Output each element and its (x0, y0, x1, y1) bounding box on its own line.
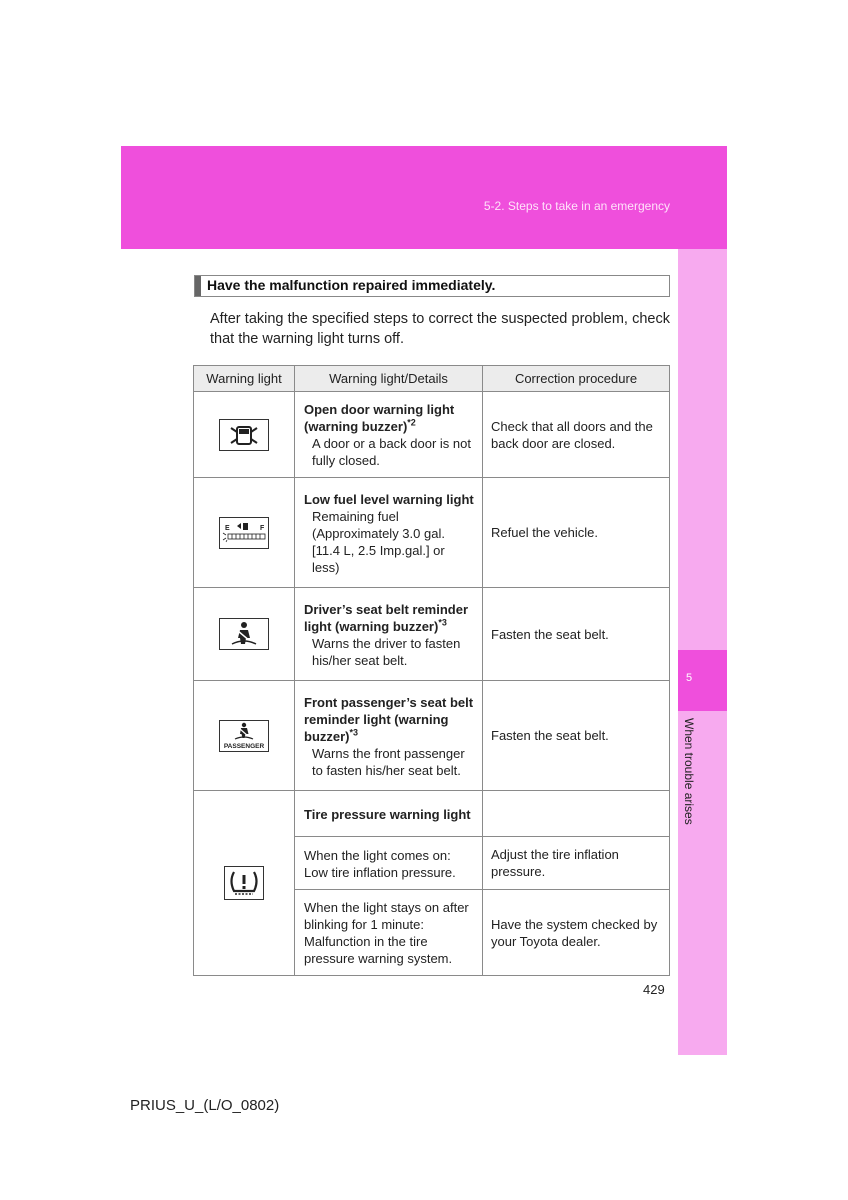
heading-bar (195, 276, 201, 296)
open-door-icon (219, 419, 269, 451)
warning-details: A door or a back door is not fully closed. (312, 436, 471, 468)
table-row (194, 681, 670, 791)
section-heading (194, 275, 670, 297)
page-number: 429 (643, 982, 665, 997)
chapter-tab[interactable] (678, 650, 727, 711)
footer-code: PRIUS_U_(L/O_0802) (130, 1097, 280, 1114)
seat-belt-icon (219, 618, 269, 650)
tire-condition: When the light comes on: Low tire inflation pressure. (295, 837, 483, 890)
header-band (121, 146, 727, 249)
correction-procedure: Have the system checked by your Toyota dealer. (483, 890, 670, 976)
tire-condition: When the light stays on after blinking for 1 minute: Malfunction in the tire pressure warning system. (295, 890, 483, 976)
column-header: Correction procedure (483, 366, 670, 392)
warning-details: Warns the driver to fasten his/her seat belt. (312, 635, 461, 668)
column-header: Warning light/Details (295, 366, 483, 392)
warning-details: Warns the front passenger to fasten his/her seat belt. (312, 745, 465, 778)
correction-procedure: Fasten the seat belt. (483, 681, 670, 791)
table-header-row (194, 366, 670, 392)
section-title: 5-2. Steps to take in an emergency (483, 199, 670, 213)
chapter-title: When trouble arises (682, 718, 696, 825)
warning-title: Tire pressure warning light (304, 806, 471, 822)
warning-title: Front passenger’s seat belt reminder light (warning buzzer)$^{*3}$ (304, 694, 474, 744)
correction-procedure: Refuel the vehicle. (483, 478, 670, 588)
table-row (194, 478, 670, 588)
warning-details: Remaining fuel (Approximately 3.0 gal. [11.4 L, 2.5 Imp.gal.] or less) (312, 508, 445, 575)
table-row (194, 392, 670, 478)
intro-paragraph: After taking the specified steps to correct the suspected problem, check that the warning light turns off. (210, 311, 670, 347)
table-row (194, 588, 670, 681)
correction-procedure: Check that all doors and the back door are closed. (483, 392, 670, 478)
table-row (194, 791, 670, 837)
warning-title: Open door warning light (warning buzzer)$^{*2}$ (304, 402, 455, 434)
chapter-number: 5 (686, 672, 693, 684)
fuel-empty-label: E (225, 524, 230, 532)
warning-light-table (193, 365, 670, 976)
correction-procedure: Fasten the seat belt. (483, 588, 670, 681)
column-header: Warning light (194, 366, 295, 392)
warning-title: Driver’s seat belt reminder light (warning buzzer)$^{*3}$ (304, 601, 469, 634)
passenger-label: PASSENGER (223, 742, 265, 750)
passenger-seat-belt-icon (219, 720, 269, 752)
warning-title: Low fuel level warning light (304, 491, 474, 507)
heading-text: Have the malfunction repaired immediately. (207, 277, 496, 293)
tire-pressure-icon (224, 866, 264, 900)
correction-procedure: Adjust the tire inflation pressure. (483, 837, 670, 890)
low-fuel-icon (219, 517, 269, 549)
fuel-full-label: F (260, 524, 265, 532)
